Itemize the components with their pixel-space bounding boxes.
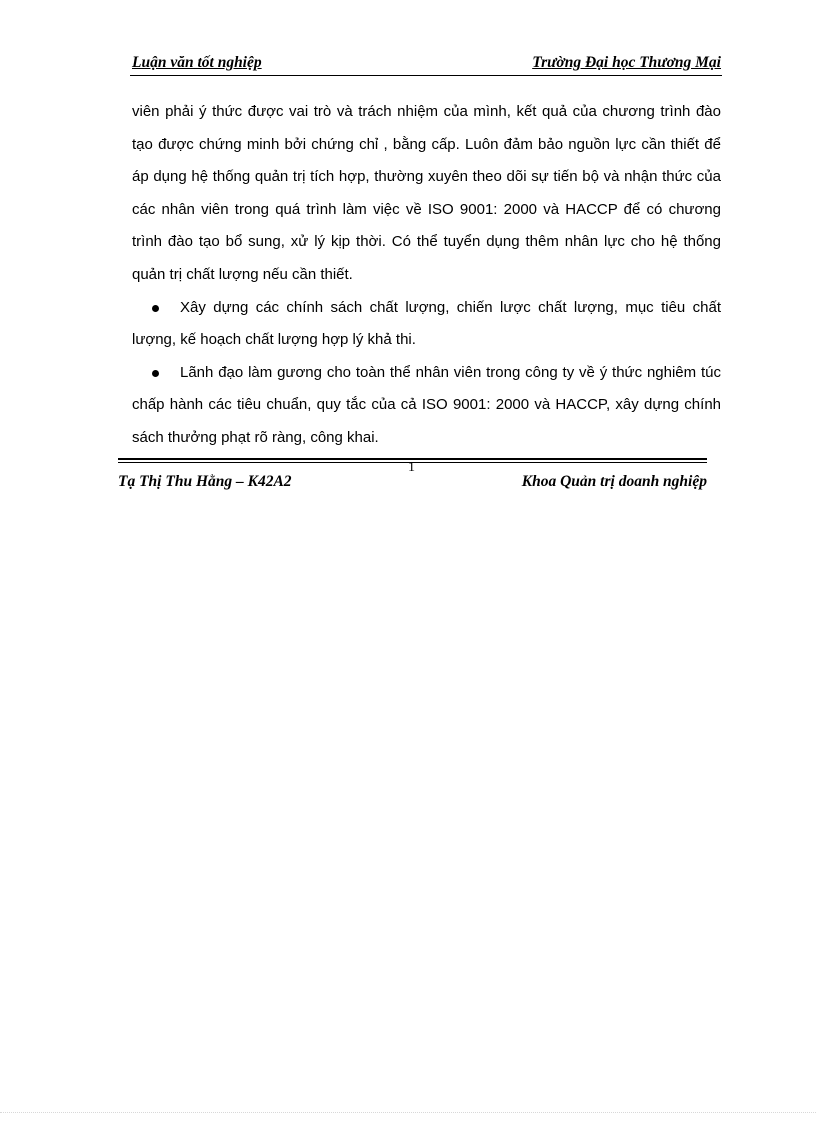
bullet-item xyxy=(132,357,721,455)
bullet-icon xyxy=(152,370,159,377)
bullet-item xyxy=(132,292,721,357)
page-header xyxy=(132,54,721,76)
body-paragraph: viên phải ý thức được vai trò và trách nhiệm của mình, kết quả của chương trình đào tạo được chứng minh bởi chứng chỉ , bằng cấp. Luôn đảm bảo nguồn lực cần thiết để áp dụng hệ thống quản trị tích hợp, thường xuyên theo dõi sự tiến bộ và nhận thức của các nhân viên trong quá trình làm việc về ISO 9001: 2000 và HACCP để có chương trình đào tạo bổ sung, xử lý kịp thời. Có thể tuyển dụng thêm nhân lực cho hệ thống quản trị chất lượng nếu cần thiết. xyxy=(132,103,721,283)
header-university-label: Trường Đại học Thương Mại xyxy=(532,54,721,71)
bullet-text: Lãnh đạo làm gương cho toàn thể nhân viên trong công ty về ý thức nghiêm túc chấp hành các tiêu chuẩn, quy tắc của cả ISO 9001: 2000 và HACCP, xây dựng chính sách thưởng phạt rõ ràng, công khai. xyxy=(132,363,721,446)
page-number: 1 xyxy=(408,460,415,475)
bullet-text: Xây dựng các chính sách chất lượng, chiến lược chất lượng, mục tiêu chất lượng, kế hoạch chất lượng hợp lý khả thi. xyxy=(132,298,721,349)
header-thesis-label: Luận văn tốt nghiệp xyxy=(132,54,262,71)
footer-author-label: Tạ Thị Thu Hằng – K42A2 xyxy=(118,473,292,490)
page-bottom-border xyxy=(0,1112,816,1113)
bullet-icon xyxy=(152,305,159,312)
page-footer xyxy=(118,473,707,495)
header-divider xyxy=(130,75,722,76)
footer-faculty-label: Khoa Quản trị doanh nghiệp xyxy=(521,473,707,490)
document-body xyxy=(132,96,721,455)
